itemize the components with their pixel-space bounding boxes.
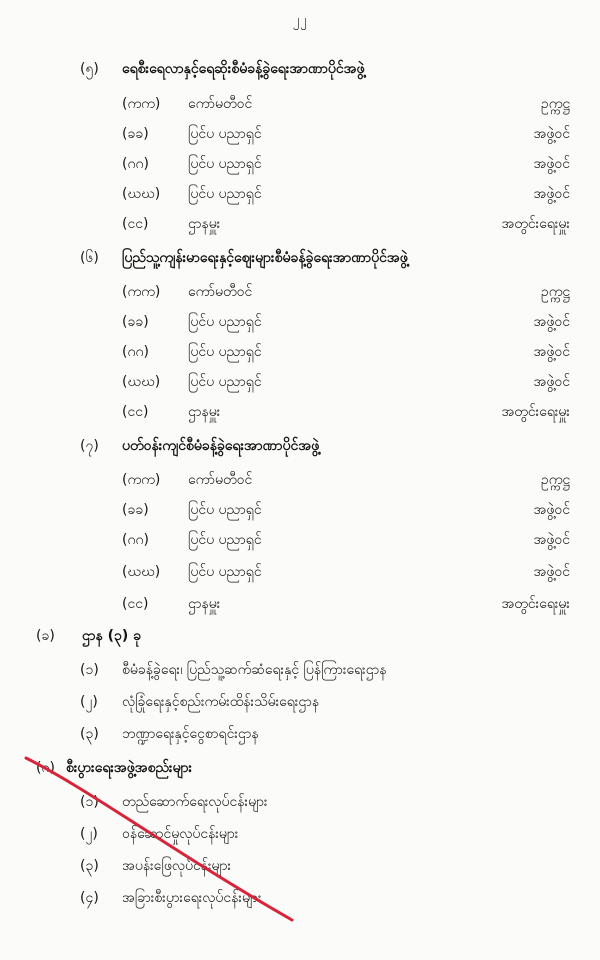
item-number: (၄) <box>80 890 99 906</box>
member-code: (ငင) <box>122 404 149 420</box>
business-item: အခြားစီးပွားရေးလုပ်ငန်းများ <box>122 890 262 906</box>
member-code: (ကက) <box>122 284 161 300</box>
section-title: ဌာန (၃) ခု <box>82 628 142 644</box>
member-role: အဖွဲ့ဝင် <box>533 532 570 548</box>
item-number: (၁) <box>80 794 99 810</box>
member-title: ပြင်ပ ပညာရှင် <box>188 156 262 172</box>
member-code: (ဃဃ) <box>122 564 161 580</box>
section-title: စီးပွားရေးအဖွဲ့အစည်းများ <box>66 760 193 776</box>
member-code: (ခခ) <box>122 314 149 330</box>
page-number: ၂၂ <box>292 13 308 28</box>
member-role: အဖွဲ့ဝင် <box>533 126 570 142</box>
member-role: အဖွဲ့ဝင် <box>533 502 570 518</box>
member-title: ပြင်ပ ပညာရှင် <box>188 126 262 142</box>
item-number: (၂) <box>80 694 98 710</box>
member-title: ပြင်ပ ပညာရှင် <box>188 564 262 580</box>
member-role: ဥက္ကဋ္ဌ <box>540 472 570 488</box>
member-code: (ငင) <box>122 216 149 232</box>
member-role: အဖွဲ့ဝင် <box>533 374 570 390</box>
member-title: ကော်မတီဝင် <box>188 96 253 112</box>
member-code: (ဂဂ) <box>122 344 149 360</box>
member-role: အဖွဲ့ဝင် <box>533 156 570 172</box>
section-number: (၅) <box>80 61 99 77</box>
member-role: အတွင်းရေးမှူး <box>501 596 570 612</box>
member-code: (ခခ) <box>122 502 149 518</box>
member-title: ဌာနမှူး <box>188 404 221 420</box>
section-title: ပတ်ဝန်းကျင်စီမံခန့်ခွဲရေးအာဏာပိုင်အဖွဲ့ <box>122 438 320 454</box>
member-code: (ကက) <box>122 472 161 488</box>
section-title: ပြည်သူ့ကျန်းမာရေးနှင့်ဈေးများစီမံခန့်ခွဲရေးအာဏာပိုင်အဖွဲ့ <box>122 250 408 266</box>
member-title: ပြင်ပ ပညာရှင် <box>188 344 262 360</box>
member-title: ကော်မတီဝင် <box>188 472 253 488</box>
department-item: ဘဏ္ဍာရေးနှင့်ငွေစာရင်းဌာန <box>122 726 259 742</box>
member-role: ဥက္ကဋ္ဌ <box>540 284 570 300</box>
member-title: ပြင်ပ ပညာရှင် <box>188 502 262 518</box>
member-title: ပြင်ပ ပညာရှင် <box>188 186 262 202</box>
member-role: ဥက္ကဋ္ဌ <box>540 96 570 112</box>
section-number: (၆) <box>80 250 99 266</box>
department-item: လုံခြုံရေးနှင့်စည်းကမ်းထိန်းသိမ်းရေးဌာန <box>122 694 320 710</box>
item-number: (၃) <box>80 726 99 742</box>
member-code: (ဃဃ) <box>122 186 161 202</box>
member-code: (ငင) <box>122 596 149 612</box>
section-number: (၇) <box>80 438 99 454</box>
member-title: ပြင်ပ ပညာရှင် <box>188 374 262 390</box>
member-title: ပြင်ပ ပညာရှင် <box>188 314 262 330</box>
business-item: ဝန်ဆောင်မှုလုပ်ငန်းများ <box>122 826 239 842</box>
member-title: ဌာနမှူး <box>188 216 221 232</box>
item-number: (၂) <box>80 826 98 842</box>
member-code: (ဂဂ) <box>122 532 149 548</box>
business-item: တည်ဆောက်ရေးလုပ်ငန်းများ <box>122 794 268 810</box>
section-number: (ခ) <box>36 628 55 644</box>
section-title: ရေစီးရေလာနှင့်ရေဆိုးစီမံခန့်ခွဲရေးအာဏာပိုင်အဖွဲ့ <box>122 61 365 77</box>
member-role: အဖွဲ့ဝင် <box>533 314 570 330</box>
business-item: အပန်းဖြေလုပ်ငန်းများ <box>122 858 232 874</box>
member-role: အဖွဲ့ဝင် <box>533 564 570 580</box>
member-title: ပြင်ပ ပညာရှင် <box>188 532 262 548</box>
member-code: (ခခ) <box>122 126 149 142</box>
item-number: (၁) <box>80 662 99 678</box>
member-role: အဖွဲ့ဝင် <box>533 186 570 202</box>
member-code: (ဂဂ) <box>122 156 149 172</box>
member-code: (ကက) <box>122 96 161 112</box>
member-role: အတွင်းရေးမှူး <box>501 216 570 232</box>
item-number: (၃) <box>80 858 99 874</box>
member-code: (ဃဃ) <box>122 374 161 390</box>
member-role: အဖွဲ့ဝင် <box>533 344 570 360</box>
member-title: ကော်မတီဝင် <box>188 284 253 300</box>
section-number: (ဂ) <box>36 760 55 776</box>
member-title: ဌာနမှူး <box>188 596 221 612</box>
member-role: အတွင်းရေးမှူး <box>501 404 570 420</box>
department-item: စီမံခန့်ခွဲရေး၊ ပြည်သူ့ဆက်ဆံရေးနှင့် ပြန်ကြားရေးဌာန <box>122 662 387 678</box>
